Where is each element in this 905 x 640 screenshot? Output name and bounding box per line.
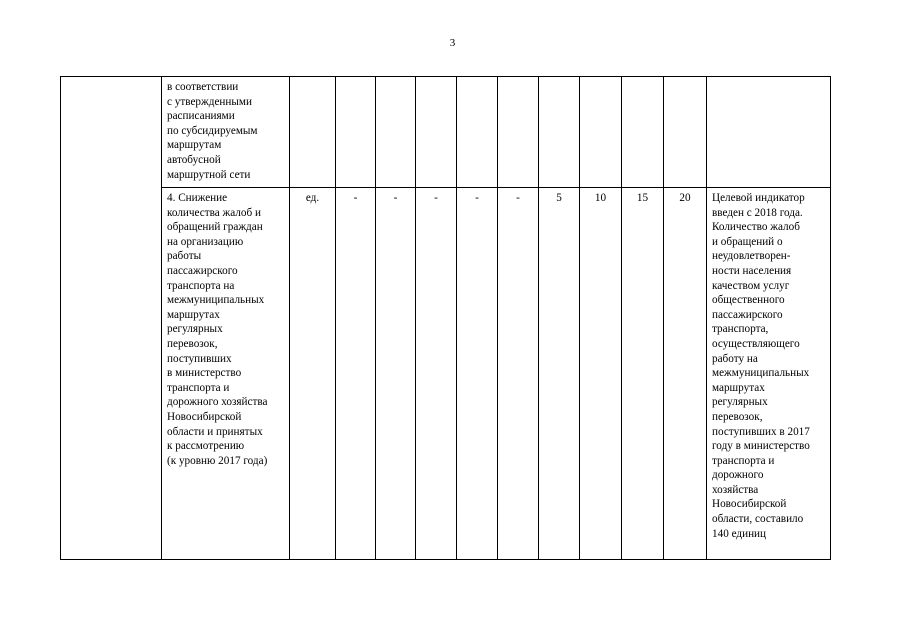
- table-row: [61, 77, 831, 188]
- value-cell: [457, 77, 498, 188]
- value-cell: 15: [622, 188, 664, 560]
- goal-cell: [61, 77, 162, 560]
- value-cell: 10: [580, 188, 622, 560]
- value-cell: [498, 77, 539, 188]
- value-cell: [336, 77, 376, 188]
- indicator-cell: 4. Снижение количества жалоб и обращений граждан на организацию работы пассажирского транспорта на межмуниципальных маршрутах регулярных перевозок, поступивших в министерство транспорта и дорожного хозяйства Новосибирской области и принятых к рассмотрению (к уровню 2017 года): [162, 188, 290, 560]
- value-cell: -: [376, 188, 416, 560]
- value-cell: [376, 77, 416, 188]
- value-cell: [416, 77, 457, 188]
- indicators-table: [60, 76, 831, 560]
- note-cell: [707, 77, 831, 188]
- page-number: 3: [449, 37, 456, 49]
- note-cell: Целевой индикатор введен с 2018 года. Количество жалоб и обращений о неудовлетворен- ности населения качеством услуг общественного пассажирского транспорта, осуществляющего работу на межмуниципальных маршрутах регулярных перевозок, поступивших в 2017 году в министерство транспорта и дорожного хозяйства Новосибирской области, составило 140 единиц: [707, 188, 831, 560]
- value-cell: [580, 77, 622, 188]
- value-cell: 20: [664, 188, 707, 560]
- value-cell: -: [336, 188, 376, 560]
- value-cell: 5: [539, 188, 580, 560]
- indicator-cell: в соответствии с утвержденными расписаниями по субсидируемым маршрутам автобусной маршрутной сети: [162, 77, 290, 188]
- value-cell: -: [498, 188, 539, 560]
- table-row: [61, 188, 831, 560]
- unit-cell: [290, 77, 336, 188]
- value-cell: [622, 77, 664, 188]
- value-cell: -: [457, 188, 498, 560]
- value-cell: [539, 77, 580, 188]
- value-cell: [664, 77, 707, 188]
- value-cell: -: [416, 188, 457, 560]
- unit-cell: ед.: [290, 188, 336, 560]
